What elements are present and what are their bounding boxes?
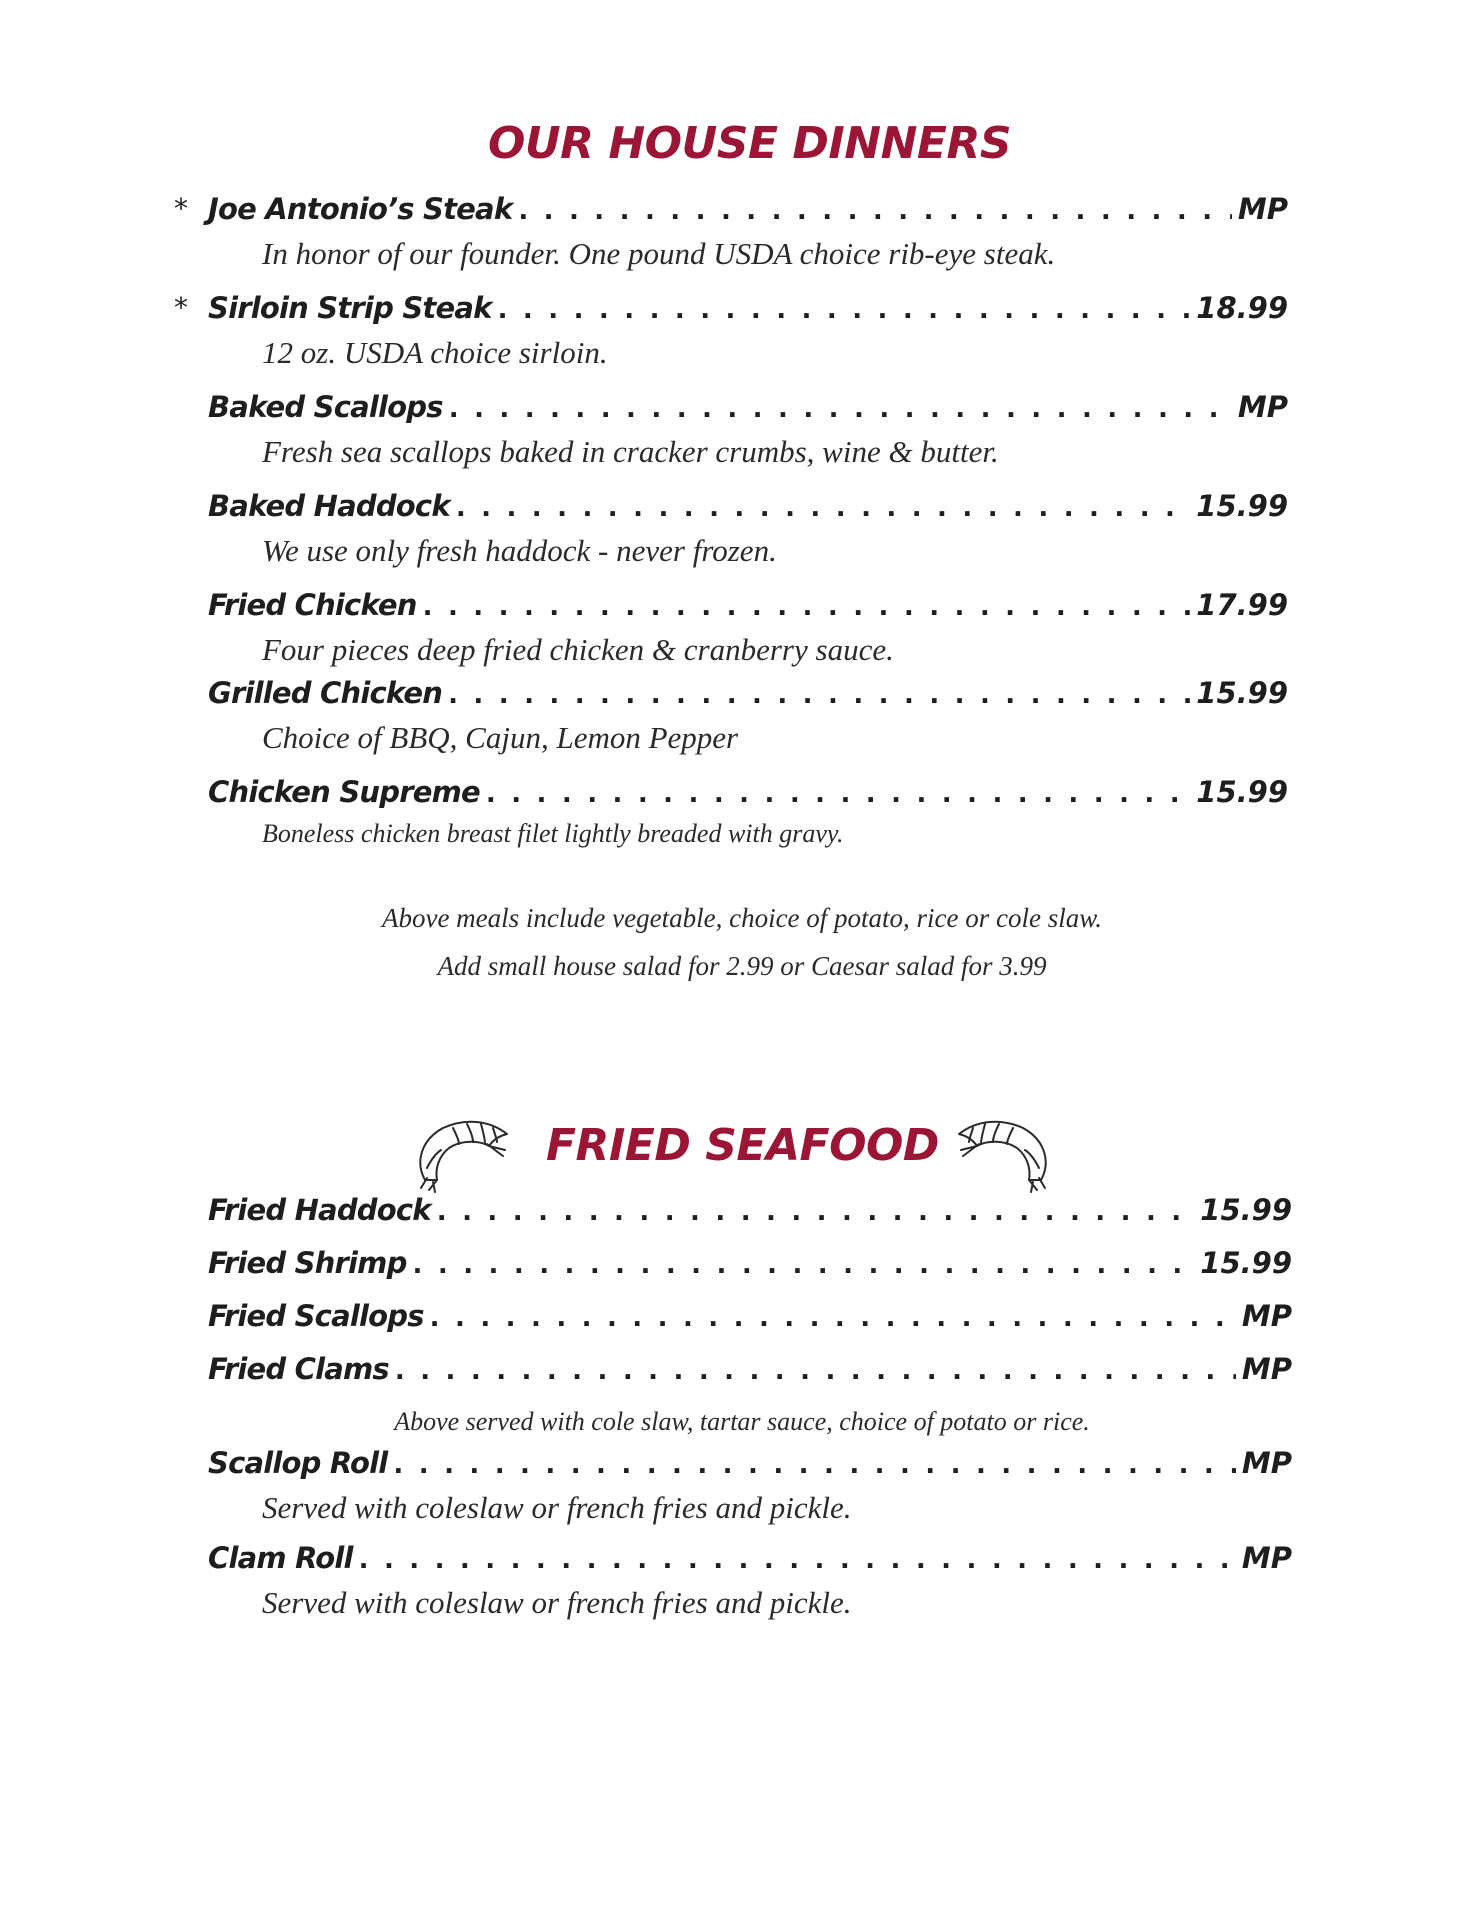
item-name: Fried Scallops (208, 1299, 424, 1333)
item-description: Choice of BBQ, Cajun, Lemon Pepper (262, 720, 739, 755)
dot-leader (413, 1250, 1195, 1280)
dot-leader (423, 592, 1191, 622)
item-name: Joe Antonio’s Steak (208, 192, 513, 226)
menu-item-fried-shrimp (208, 1246, 1292, 1290)
item-name: Fried Haddock (208, 1193, 431, 1227)
dot-leader (359, 1545, 1236, 1575)
house-dinners-note: Add small house salad for 2.99 or Caesar salad for 3.99 (437, 951, 1047, 981)
menu-item-grilled-chicken (208, 676, 1288, 720)
dot-leader (430, 1303, 1236, 1333)
item-star: * (174, 291, 188, 324)
item-name: Grilled Chicken (208, 676, 443, 710)
dot-leader (498, 295, 1191, 325)
item-description: Four pieces deep fried chicken & cranberry sauce. (262, 632, 894, 667)
menu-item-clam-roll (208, 1541, 1292, 1585)
item-price: MP (1241, 1446, 1292, 1480)
dot-leader (518, 196, 1232, 226)
dot-leader (395, 1356, 1236, 1386)
item-name: Scallop Roll (208, 1446, 388, 1480)
shrimp-icon (953, 1114, 1053, 1194)
dot-leader (393, 1450, 1235, 1480)
item-name: Chicken Supreme (208, 775, 480, 809)
dot-leader (448, 680, 1190, 710)
item-price: 15.99 (1200, 1246, 1292, 1280)
house-dinners-title: OUR HOUSE DINNERS (488, 118, 1012, 169)
menu-item-baked-haddock (208, 489, 1288, 533)
dot-leader (486, 779, 1190, 809)
menu-item-fried-chicken (208, 588, 1288, 632)
dot-leader (437, 1197, 1195, 1227)
menu-item-sirloin-strip-steak (174, 291, 1288, 335)
item-price: MP (1241, 1541, 1292, 1575)
dot-leader (456, 493, 1190, 523)
item-description: Boneless chicken breast filet lightly breaded with gravy. (262, 819, 844, 848)
menu-item-fried-clams (208, 1352, 1292, 1396)
fried-seafood-title: FRIED SEAFOOD (546, 1120, 939, 1171)
shrimp-icon (413, 1114, 513, 1194)
item-description: In honor of our founder. One pound USDA choice rib-eye steak. (262, 236, 1056, 271)
fried-seafood-note: Above served with cole slaw, tartar sauce, choice of potato or rice. (394, 1407, 1090, 1436)
item-price: 15.99 (1196, 489, 1288, 523)
menu-item-scallop-roll (208, 1446, 1292, 1490)
item-price: MP (1237, 390, 1288, 424)
item-price: 17.99 (1196, 588, 1288, 622)
menu-item-baked-scallops (208, 390, 1288, 434)
item-name: Fried Chicken (208, 588, 417, 622)
item-description: We use only fresh haddock - never frozen. (262, 533, 777, 568)
item-price: 15.99 (1196, 676, 1288, 710)
dot-leader (449, 394, 1232, 424)
item-star: * (174, 192, 188, 225)
item-name: Sirloin Strip Steak (208, 291, 492, 325)
item-description: Served with coleslaw or french fries and pickle. (262, 1490, 852, 1525)
item-price: MP (1241, 1352, 1292, 1386)
item-description: Served with coleslaw or french fries and pickle. (262, 1585, 852, 1620)
house-dinners-note: Above meals include vegetable, choice of potato, rice or cole slaw. (381, 903, 1103, 933)
item-name: Fried Clams (208, 1352, 389, 1386)
item-price: MP (1241, 1299, 1292, 1333)
menu-item-fried-haddock (208, 1193, 1292, 1237)
item-price: MP (1237, 192, 1288, 226)
item-price: 18.99 (1196, 291, 1288, 325)
item-name: Baked Haddock (208, 489, 450, 523)
menu-item-joe-antonios-steak (174, 192, 1288, 236)
item-price: 15.99 (1200, 1193, 1292, 1227)
menu-item-fried-scallops (208, 1299, 1292, 1343)
item-name: Fried Shrimp (208, 1246, 407, 1280)
item-description: Fresh sea scallops baked in cracker crumbs, wine & butter. (262, 434, 999, 469)
item-price: 15.99 (1196, 775, 1288, 809)
item-name: Baked Scallops (208, 390, 443, 424)
item-name: Clam Roll (208, 1541, 353, 1575)
menu-item-chicken-supreme (208, 775, 1288, 819)
item-description: 12 oz. USDA choice sirloin. (262, 335, 608, 370)
